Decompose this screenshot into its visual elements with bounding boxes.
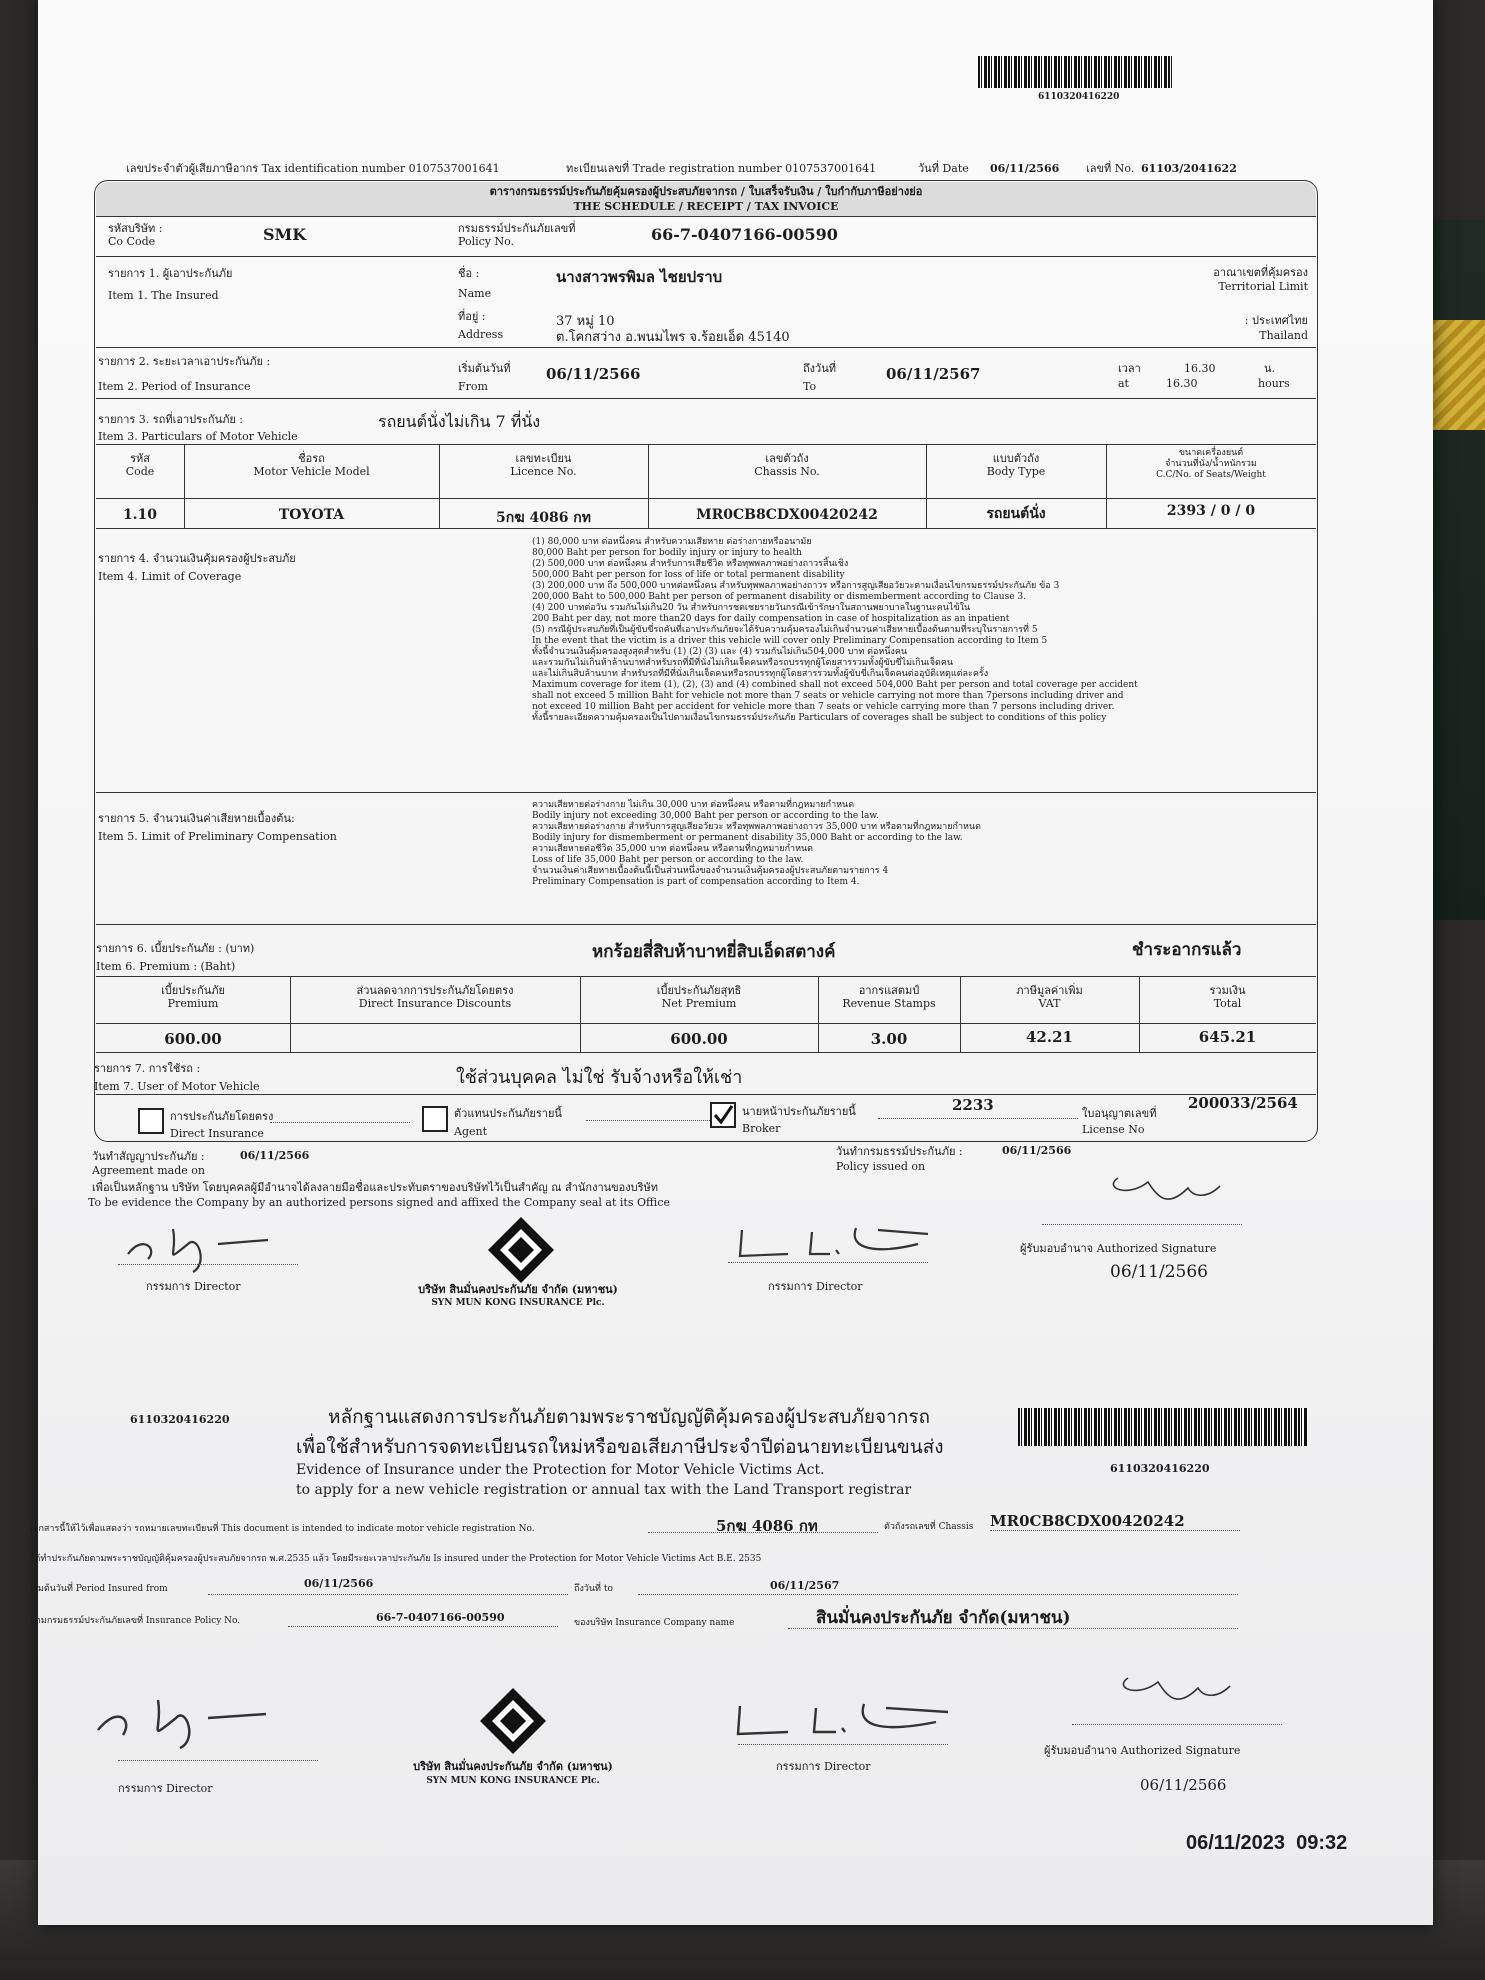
- evidence-barcode-number: 6110320416220: [1110, 1462, 1210, 1475]
- item3-label-en: Item 3. Particulars of Motor Vehicle: [98, 430, 298, 443]
- to-th: ถึงวันที่: [803, 362, 836, 375]
- company-logo-bottom: [478, 1686, 548, 1756]
- header-en: Licence No.: [510, 465, 577, 478]
- registration-label: เอกสารนี้ให้ไว้เพื่อแสดงว่า รถหมายเลขทะเบียนที่ This document is intended to indicate motor vehicle registration No.: [30, 1524, 535, 1534]
- preliminary-line: Loss of life 35,000 Baht per person or according to the law.: [532, 855, 804, 865]
- co-code-en: Co Code: [108, 235, 156, 248]
- preliminary-line: จำนวนเงินค่าเสียหายเบื้องต้นนี้เป็นส่วนหนึ่งของจำนวนเงินคุ้มครองผู้ประสบภัยตามรายการ 4: [532, 866, 889, 876]
- header-en: Revenue Stamps: [842, 997, 936, 1010]
- evidence-company: สินมั่นคงประกันภัย จำกัด(มหาชน): [816, 1608, 1071, 1628]
- header-th: เลขตัวถัง: [765, 452, 809, 465]
- policy-no-th: กรมธรรม์ประกันภัยเลขที่: [458, 222, 576, 235]
- preliminary-line: ความเสียหายต่อชีวิต 35,000 บาท ต่อหนึ่งคน หรือตามที่กฎหมายกำหนด: [532, 844, 814, 854]
- insured-name: นางสาวพรพิมล ไชยปราบ: [556, 268, 723, 286]
- evidence-statement-th: เพื่อเป็นหลักฐาน บริษัท โดยบุคคลผู้มีอำนาจได้ลงลายมือชื่อและประทับตราของบริษัทไว้เป็นสำคัญ ณ สำนักงานของบริษัท: [92, 1181, 659, 1194]
- premium-value: 600.00: [164, 1030, 222, 1048]
- company-name-en-bottom: SYN MUN KONG INSURANCE Plc.: [426, 1776, 600, 1786]
- name-en: Name: [458, 287, 492, 300]
- item1-label-en: Item 1. The Insured: [108, 289, 219, 302]
- director1-line-bottom: [118, 1760, 318, 1761]
- trade-registration: ทะเบียนเลขที่ Trade registration number 0107537001641: [566, 162, 877, 175]
- header-en: Premium: [167, 997, 219, 1010]
- period-from-label: เริ่มต้นวันที่ Period Insured from: [30, 1584, 168, 1594]
- authorized-line-bottom: [1072, 1724, 1282, 1725]
- territory-th: อาณาเขตที่คุ้มครอง: [1213, 266, 1308, 279]
- vehicle-code: 1.10: [122, 507, 158, 523]
- license-th: ใบอนุญาตเลขที่: [1082, 1107, 1157, 1120]
- item4-label-th: รายการ 4. จำนวนเงินคุ้มครองผู้ประสบภัย: [98, 552, 296, 565]
- item5-label-th: รายการ 5. จำนวนเงินค่าเสียหายเบื้องต้น:: [98, 812, 295, 825]
- no-value: 61103/2041622: [1141, 162, 1237, 175]
- policy-issued-date: 06/11/2566: [1002, 1144, 1072, 1157]
- vat-header: [960, 984, 1139, 1010]
- check-icon: [712, 1104, 734, 1126]
- item2-label-en: Item 2. Period of Insurance: [98, 380, 251, 393]
- unit-en: hours: [1258, 377, 1290, 390]
- coverage-line: 80,000 Baht per person for bodily injury or injury to health: [532, 548, 802, 558]
- co-code-value: SMK: [263, 225, 307, 244]
- to-en: To: [803, 380, 817, 393]
- coverage-line: not exceed 10 million Baht per accident for vehicle more than 7 seats or vehicle carrying more than 7 persons including driver.: [532, 702, 1115, 712]
- evidence-policy-no: 66-7-0407166-00590: [376, 1611, 505, 1624]
- broker-en: Broker: [742, 1122, 781, 1135]
- preliminary-lines: [532, 800, 1312, 888]
- broker-checkbox: [710, 1102, 736, 1128]
- agent-th: ตัวแทนประกันภัยรายนี้: [454, 1107, 562, 1120]
- company-name-th-top: บริษัท สินมั่นคงประกันภัย จำกัด (มหาชน): [418, 1283, 618, 1296]
- vat-value: 42.21: [1026, 1028, 1073, 1046]
- broker-dots: [878, 1118, 1078, 1119]
- header-th: แบบตัวถัง: [992, 452, 1040, 465]
- from-en: From: [458, 380, 488, 393]
- registration-dots: [648, 1532, 878, 1533]
- rule: [96, 976, 1316, 977]
- chassis-dots: [990, 1530, 1240, 1531]
- evidence-title-th-2: เพื่อใช้สำหรับการจดทะเบียนรถใหม่หรือขอเสียภาษีประจำปีต่อนายทะเบียนขนส่ง: [296, 1436, 944, 1458]
- vehicle-header-chassis: [648, 452, 926, 478]
- evidence-title-en-1: Evidence of Insurance under the Protection for Motor Vehicle Victims Act.: [296, 1462, 825, 1478]
- authorized-signature-bottom: [1108, 1668, 1238, 1718]
- coverage-line: ทั้งนี้รายละเอียดความคุ้มครองเป็นไปตามเงื่อนไขกรมธรรม์ประกันภัย Particulars of coverages shall be subject to conditions of this policy: [532, 713, 1107, 723]
- period-from-dots: [208, 1594, 568, 1595]
- header-en: จำนวนที่นั่ง/น้ำหนักรวม: [1165, 459, 1257, 469]
- period-to-dots: [638, 1594, 1238, 1595]
- vehicle-model: TOYOTA: [278, 507, 345, 523]
- period-to-date: 06/11/2567: [770, 1579, 840, 1592]
- evidence-title-en-2: to apply for a new vehicle registration or annual tax with the Land Transport registrar: [296, 1482, 912, 1498]
- discount-header: [290, 984, 580, 1010]
- agent-checkbox: [422, 1106, 448, 1132]
- coverage-line: (4) 200 บาทต่อวัน รวมกันไม่เกิน20 วัน สำหรับการชดเชยรายวันกรณีเข้ารักษาในสถานพยาบาลในฐานะคนไข้ใน: [532, 603, 971, 613]
- authorized-line: [1042, 1224, 1242, 1225]
- preliminary-line: Bodily injury for dismemberment or permanent disability 35,000 Baht or according to the law.: [532, 833, 963, 843]
- time-en: at: [1118, 377, 1129, 390]
- header-en: Body Type: [986, 465, 1046, 478]
- evidence-statement-en: To be evidence the Company by an authorized persons signed and affixed the Company seal at its Office: [88, 1196, 670, 1209]
- from-date: 06/11/2566: [546, 365, 641, 383]
- stamp-duty-paid: ชำระอากรแล้ว: [1132, 940, 1242, 960]
- coverage-line: (3) 200,000 บาท ถึง 500,000 บาทต่อหนึ่งคน สำหรับทุพพลภาพอย่างถาวร หรือการสูญเสียอวัยวะตามเงื่อนไขกรมธรรม์ประกันภัย ข้อ 3: [532, 581, 1060, 591]
- vehicle-chassis: MR0CB8CDX00420242: [696, 507, 878, 523]
- name-th: ชื่อ :: [458, 267, 480, 280]
- to-date: 06/11/2567: [886, 365, 981, 383]
- evidence-title-th-1: หลักฐานแสดงการประกันภัยตามพระราชบัญญัติคุ้มครองผู้ประสบภัยจากรถ: [328, 1406, 931, 1428]
- rule: [96, 444, 1316, 445]
- coverage-line: shall not exceed 5 million Baht for vehicle not more than 7 seats or vehicle carrying not more than 7persons including driver and: [532, 691, 1124, 701]
- company-dots: [788, 1628, 1238, 1629]
- authorized-caption: ผู้รับมอบอำนาจ Authorized Signature: [1020, 1242, 1217, 1255]
- rule: [96, 528, 1316, 529]
- rule: [96, 1094, 1316, 1095]
- rule: [96, 498, 1316, 499]
- vehicle-header-model: [184, 452, 439, 478]
- preliminary-line: Bodily injury not exceeding 30,000 Baht per person or according to the law.: [532, 811, 879, 821]
- director1-signature: [118, 1214, 288, 1274]
- header-en: Net Premium: [661, 997, 737, 1010]
- agreement-made-en: Agreement made on: [92, 1164, 205, 1177]
- coverage-line: In the event that the victim is a driver this vehicle will cover only Preliminary Compensation according to Item 5: [532, 636, 1048, 646]
- from-th: เริ่มต้นวันที่: [458, 362, 511, 375]
- broker-code: 2233: [952, 1096, 994, 1114]
- chassis-no: MR0CB8CDX00420242: [990, 1512, 1185, 1530]
- coverage-line: Maximum coverage for item (1), (2), (3) and (4) combined shall not exceed 504,000 Baht per person and total coverage per accident: [532, 680, 1138, 690]
- registration-no: 5กฆ 4086 กท: [716, 1517, 818, 1535]
- agreement-made-th: วันทำสัญญาประกันภัย :: [92, 1150, 205, 1163]
- item6-label-en: Item 6. Premium : (Baht): [96, 960, 236, 973]
- header-en: Code: [125, 465, 155, 478]
- no-label: เลขที่ No.: [1086, 162, 1135, 175]
- time-th: เวลา: [1118, 362, 1141, 375]
- coverage-line: (1) 80,000 บาท ต่อหนึ่งคน สำหรับความเสียหาย ต่อร่างกายหรืออนามัย: [532, 537, 812, 547]
- agreement-made-date: 06/11/2566: [240, 1149, 310, 1162]
- director2-signature-bottom: [726, 1688, 966, 1748]
- coverage-line: ทั้งนี้จำนวนเงินคุ้มครองสูงสุดสำหรับ (1) (2) (3) และ (4) รวมกันไม่เกิน504,000 บาท ต่อหนึ่งคน: [532, 647, 908, 657]
- rule: [96, 216, 1316, 217]
- vehicle-header-code: [96, 452, 184, 478]
- director1-caption-bottom: กรรมการ Director: [118, 1782, 213, 1795]
- rule: [96, 347, 1316, 348]
- broker-th: นายหน้าประกันภัยรายนี้: [742, 1105, 856, 1118]
- tax-id-line: เลขประจำตัวผู้เสียภาษีอากร Tax identification number 0107537001641: [126, 162, 500, 175]
- header-th: เลขทะเบียน: [515, 452, 572, 465]
- title-english: THE SCHEDULE / RECEIPT / TAX INVOICE: [573, 200, 839, 213]
- stamps-value: 3.00: [870, 1030, 908, 1048]
- header-en-2: C.C/No. of Seats/Weight: [1156, 470, 1266, 480]
- header-th: รหัส: [130, 452, 150, 465]
- coverage-line: (5) กรณีผู้ประสบภัยที่เป็นผู้ขับขี่รถคันที่เอาประกันภัยจะได้รับความคุ้มครองไม่เกินจำนวนค่าเสียหายเบื้องต้นตามที่ระบุในรายการที่ 5: [532, 625, 1038, 635]
- coverage-line: 500,000 Baht per person for loss of life or total permanent disability: [532, 570, 845, 580]
- direct-insurance-en: Direct Insurance: [170, 1127, 264, 1140]
- rule: [96, 256, 1316, 257]
- territory-value-en: Thailand: [1259, 329, 1308, 342]
- director1-line: [118, 1264, 298, 1265]
- policy-issued-en: Policy issued on: [836, 1160, 926, 1173]
- preliminary-line: ความเสียหายต่อร่างกาย สำหรับการสูญเสียอวัยวะ หรือทุพพลภาพอย่างถาวร 35,000 บาท หรือตามที่กฎหมายกำหนด: [532, 822, 981, 832]
- top-barcode-number: 6110320416220: [1038, 92, 1120, 102]
- company-logo-top: [486, 1215, 556, 1285]
- authorized-caption-bottom: ผู้รับมอบอำนาจ Authorized Signature: [1044, 1744, 1241, 1757]
- vehicle-header-body: [926, 452, 1106, 478]
- insured-act-line: ได้ทำประกันภัยตามพระราชบัญญัติคุ้มครองผู้ประสบภัยจากรถ พ.ศ.2535 แล้ว โดยมีระยะเวลาประกันภัย Is insured under the Protection for Motor Vehicle Victims Act B.E. 2535: [30, 1554, 762, 1564]
- header-th: ชื่อรถ: [298, 452, 325, 465]
- authorized-date-bottom: 06/11/2566: [1140, 1776, 1227, 1794]
- header-th: เบี้ยประกันภัยสุทธิ: [656, 984, 742, 997]
- director2-caption: กรรมการ Director: [768, 1280, 863, 1293]
- time-value-1: 16.30: [1184, 362, 1216, 375]
- rule: [96, 398, 1316, 399]
- address-line2: ต.โคกสว่าง อ.พนมไพร จ.ร้อยเอ็ด 45140: [556, 330, 790, 345]
- director2-line: [728, 1262, 928, 1263]
- policy-no-en: Policy No.: [458, 235, 515, 248]
- vehicle-use: ใช้ส่วนบุคคล ไม่ใช่ รับจ้างหรือให้เช่า: [456, 1067, 743, 1088]
- item7-label-en: Item 7. User of Motor Vehicle: [94, 1080, 260, 1093]
- address-line1: 37 หมู่ 10: [556, 314, 615, 329]
- premium-header: [96, 984, 290, 1010]
- header-th: อากรแสตมป์: [858, 984, 920, 997]
- co-code-th: รหัสบริษัท :: [108, 222, 163, 235]
- vehicle-body-type: รถยนต์นั่ง: [986, 506, 1046, 522]
- total-header: [1139, 984, 1316, 1010]
- period-to-label: ถึงวันที่ to: [574, 1584, 613, 1594]
- address-th: ที่อยู่ :: [458, 310, 486, 323]
- company-name-en-top: SYN MUN KONG INSURANCE Plc.: [431, 1298, 605, 1308]
- evidence-barcode: [1018, 1408, 1308, 1446]
- header-th: ส่วนลดจากการประกันภัยโดยตรง: [356, 984, 514, 997]
- agent-dots: [586, 1120, 716, 1121]
- preliminary-line: Preliminary Compensation is part of compensation according to Item 4.: [532, 877, 860, 887]
- director2-caption-bottom: กรรมการ Director: [776, 1760, 871, 1773]
- insurance-document: [30, 0, 1433, 1925]
- date-label: วันที่ Date: [918, 162, 969, 175]
- title-thai: ตารางกรมธรรม์ประกันภัยคุ้มครองผู้ประสบภัยจากรถ / ใบเสร็จรับเงิน / ใบกำกับภาษีอย่างย่อ: [489, 185, 923, 198]
- vehicle-licence: 5กฆ 4086 กท: [495, 510, 592, 526]
- preliminary-line: ความเสียหายต่อร่างกาย ไม่เกิน 30,000 บาท ต่อหนึ่งคน หรือตามที่กฎหมายกำหนด: [532, 800, 855, 810]
- address-en: Address: [458, 328, 504, 341]
- header-th: ขนาดเครื่องยนต์: [1178, 448, 1244, 458]
- coverage-line: และไม่เกินสิบล้านบาท สำหรับรถที่มีที่นั่งเกินเจ็ดคนหรือรถบรรทุกผู้โดยสารรวมทั้งผู้ขับขี่เกินเจ็ดคนต่ออุบัติเหตุแต่ละครั้ง: [532, 669, 989, 679]
- coverage-line: 200 Baht per day, not more than20 days for daily compensation in case of hospitalization as an inpatient: [532, 614, 1010, 624]
- policy-label: ตามกรมธรรม์ประกันภัยเลขที่ Insurance Policy No.: [30, 1616, 241, 1626]
- agent-en: Agent: [454, 1125, 487, 1138]
- coverage-lines: [532, 537, 1312, 724]
- director1-signature-bottom: [88, 1680, 288, 1750]
- header-en: Motor Vehicle Model: [253, 465, 370, 478]
- authorized-signature: [1098, 1168, 1228, 1218]
- rule: [96, 792, 1316, 793]
- direct-insurance-checkbox: [138, 1108, 164, 1134]
- chassis-label: ตัวถังรถเลขที่ Chassis: [884, 1522, 974, 1532]
- item7-label-th: รายการ 7. การใช้รถ :: [94, 1062, 201, 1075]
- coverage-line: 200,000 Baht to 500,000 Baht per person of permanent disability or dismemberment according to Clause 3.: [532, 592, 1026, 602]
- director2-signature: [728, 1210, 948, 1270]
- direct-dots: [270, 1122, 410, 1123]
- stamps-header: [818, 984, 960, 1010]
- company-name-th-bottom: บริษัท สินมั่นคงประกันภัย จำกัด (มหาชน): [413, 1760, 613, 1773]
- coverage-line: (2) 500,000 บาท ต่อหนึ่งคน สำหรับการเสียชีวิต หรือทุพพลภาพอย่างถาวรสิ้นเชิง: [532, 559, 849, 569]
- vehicle-header-licence: [439, 452, 648, 478]
- time-value-2: 16.30: [1166, 377, 1198, 390]
- print-timestamp: 06/11/2023 09:32: [1186, 1832, 1348, 1854]
- unit-th: น.: [1264, 362, 1276, 375]
- header-th: เบี้ยประกันภัย: [161, 984, 225, 997]
- vehicle-engine: 2393 / 0 / 0: [1166, 503, 1256, 519]
- header-en: Direct Insurance Discounts: [358, 997, 512, 1010]
- total-value: 645.21: [1198, 1028, 1257, 1046]
- license-en: License No: [1082, 1123, 1145, 1136]
- territory-value-th: : ประเทศไทย: [1244, 314, 1308, 327]
- vehicle-type: รถยนต์นั่งไม่เกิน 7 ที่นั่ง: [378, 412, 541, 431]
- policy-issued-th: วันทำกรมธรรม์ประกันภัย :: [836, 1145, 963, 1158]
- item4-label-en: Item 4. Limit of Coverage: [98, 570, 242, 583]
- rule: [96, 924, 1316, 925]
- item2-label-th: รายการ 2. ระยะเวลาเอาประกันภัย :: [98, 355, 271, 368]
- rule: [96, 1052, 1316, 1053]
- license-no: 200033/2564: [1188, 1094, 1298, 1112]
- premium-in-words: หกร้อยสี่สิบห้าบาทยี่สิบเอ็ดสตางค์: [592, 942, 836, 962]
- company-label: ของบริษัท Insurance Company name: [574, 1618, 735, 1628]
- header-en: Total: [1213, 997, 1242, 1010]
- policy-dots: [288, 1626, 558, 1627]
- director1-caption: กรรมการ Director: [146, 1280, 241, 1293]
- direct-insurance-th: การประกันภัยโดยตรง: [170, 1110, 274, 1123]
- item3-label-th: รายการ 3. รถที่เอาประกันภัย :: [98, 413, 244, 426]
- evidence-code: 6110320416220: [130, 1413, 230, 1426]
- net-premium-value: 600.00: [670, 1030, 728, 1048]
- rule: [96, 1023, 1316, 1024]
- header-th: รวมเงิน: [1209, 984, 1246, 997]
- vehicle-header-engine: [1106, 448, 1316, 481]
- period-from-date: 06/11/2566: [304, 1577, 374, 1590]
- top-barcode: [978, 56, 1173, 88]
- coverage-line: และรวมกันไม่เกินห้าล้านบาทสำหรับรถที่มีที่นั่งไม่เกินเจ็ดคนหรือรถบรรทุกผู้โดยสารรวมทั้งผู้ขับขี่ไม่เกินเจ็ดคน: [532, 658, 954, 668]
- header-en: VAT: [1038, 997, 1061, 1010]
- authorized-date: 06/11/2566: [1110, 1262, 1208, 1282]
- item5-label-en: Item 5. Limit of Preliminary Compensation: [98, 830, 337, 843]
- net-premium-header: [580, 984, 818, 1010]
- header-en: Chassis No.: [754, 465, 820, 478]
- director2-line-bottom: [738, 1744, 948, 1745]
- item6-label-th: รายการ 6. เบี้ยประกันภัย : (บาท): [96, 942, 255, 955]
- territory-en: Territorial Limit: [1218, 280, 1308, 293]
- item1-label-th: รายการ 1. ผู้เอาประกันภัย: [108, 267, 233, 280]
- date-value: 06/11/2566: [990, 162, 1060, 175]
- policy-no-value: 66-7-0407166-00590: [651, 225, 838, 244]
- header-th: ภาษีมูลค่าเพิ่ม: [1016, 984, 1083, 997]
